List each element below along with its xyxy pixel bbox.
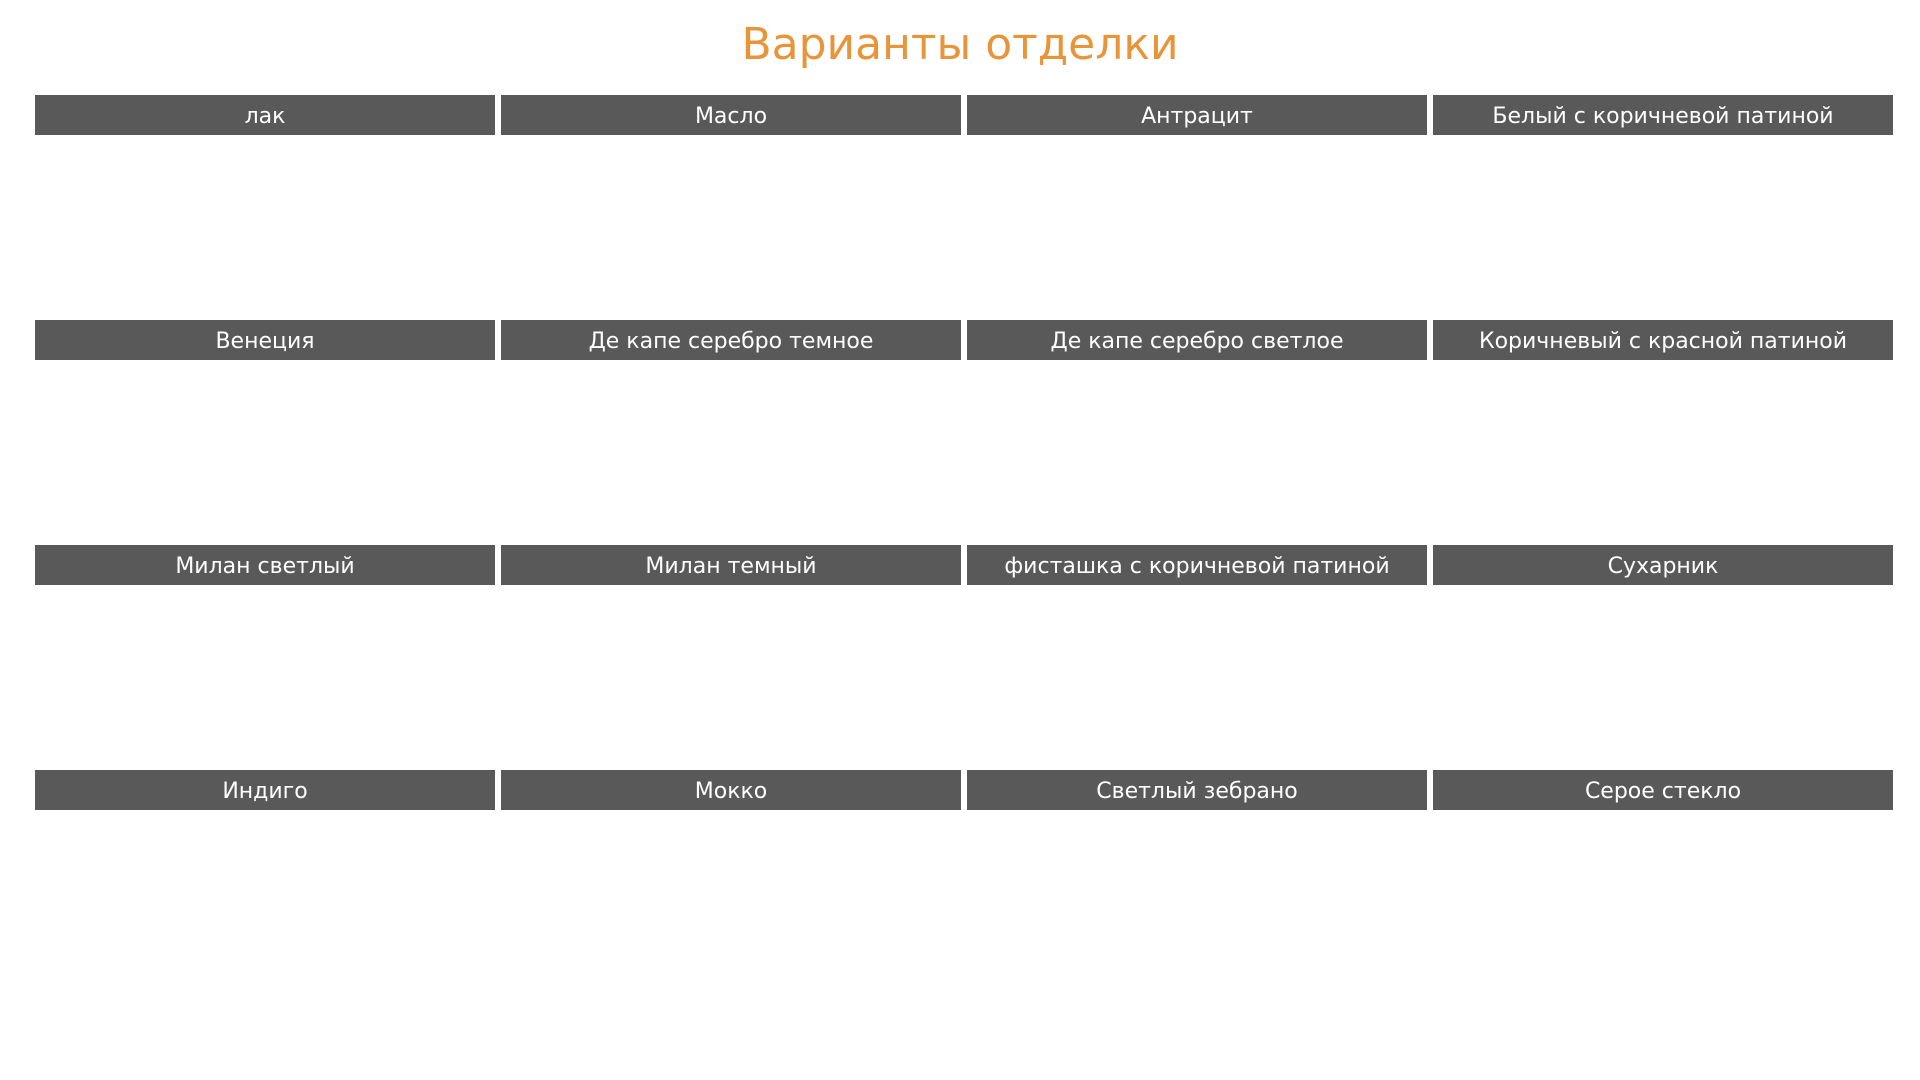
finish-item[interactable] (967, 95, 1427, 315)
finish-swatch[interactable] (35, 360, 495, 540)
finish-swatch[interactable] (35, 810, 495, 990)
finish-label: Де капе серебро темное (501, 320, 961, 360)
finish-label: Белый с коричневой патиной (1433, 95, 1893, 135)
finish-item[interactable] (501, 770, 961, 990)
finish-swatch[interactable] (1433, 360, 1893, 540)
finish-label: Мокко (501, 770, 961, 810)
finish-item[interactable] (35, 770, 495, 990)
finish-swatch[interactable] (967, 585, 1427, 765)
finish-item[interactable] (35, 320, 495, 540)
finish-label: Светлый зебрано (967, 770, 1427, 810)
finish-swatch[interactable] (967, 135, 1427, 315)
finish-label: Сухарник (1433, 545, 1893, 585)
finish-swatch[interactable] (501, 360, 961, 540)
finish-label: Серое стекло (1433, 770, 1893, 810)
finish-item[interactable] (35, 95, 495, 315)
finish-swatch[interactable] (1433, 810, 1893, 990)
finish-label: Коричневый с красной патиной (1433, 320, 1893, 360)
finish-swatch[interactable] (35, 585, 495, 765)
finish-swatch[interactable] (967, 810, 1427, 990)
finish-item[interactable] (501, 545, 961, 765)
finish-label: Антрацит (967, 95, 1427, 135)
finish-label: Милан темный (501, 545, 961, 585)
finish-swatch[interactable] (501, 585, 961, 765)
finish-label: фисташка с коричневой патиной (967, 545, 1427, 585)
finish-label: Венеция (35, 320, 495, 360)
finish-label: Масло (501, 95, 961, 135)
finish-swatch[interactable] (1433, 585, 1893, 765)
finish-item[interactable] (1433, 545, 1893, 765)
finish-grid (35, 95, 1895, 990)
finish-item[interactable] (501, 320, 961, 540)
finish-swatch[interactable] (35, 135, 495, 315)
finish-label: лак (35, 95, 495, 135)
finish-item[interactable] (35, 545, 495, 765)
finish-item[interactable] (967, 545, 1427, 765)
finish-label: Милан светлый (35, 545, 495, 585)
finish-item[interactable] (967, 770, 1427, 990)
finish-item[interactable] (1433, 95, 1893, 315)
finish-label: Индиго (35, 770, 495, 810)
finish-swatch[interactable] (501, 810, 961, 990)
finish-swatch[interactable] (501, 135, 961, 315)
finish-item[interactable] (501, 95, 961, 315)
finish-swatch[interactable] (1433, 135, 1893, 315)
page-title: Варианты отделки (741, 19, 1179, 70)
finish-label: Де капе серебро светлое (967, 320, 1427, 360)
finish-item[interactable] (967, 320, 1427, 540)
finish-swatch[interactable] (967, 360, 1427, 540)
finish-item[interactable] (1433, 770, 1893, 990)
finish-item[interactable] (1433, 320, 1893, 540)
